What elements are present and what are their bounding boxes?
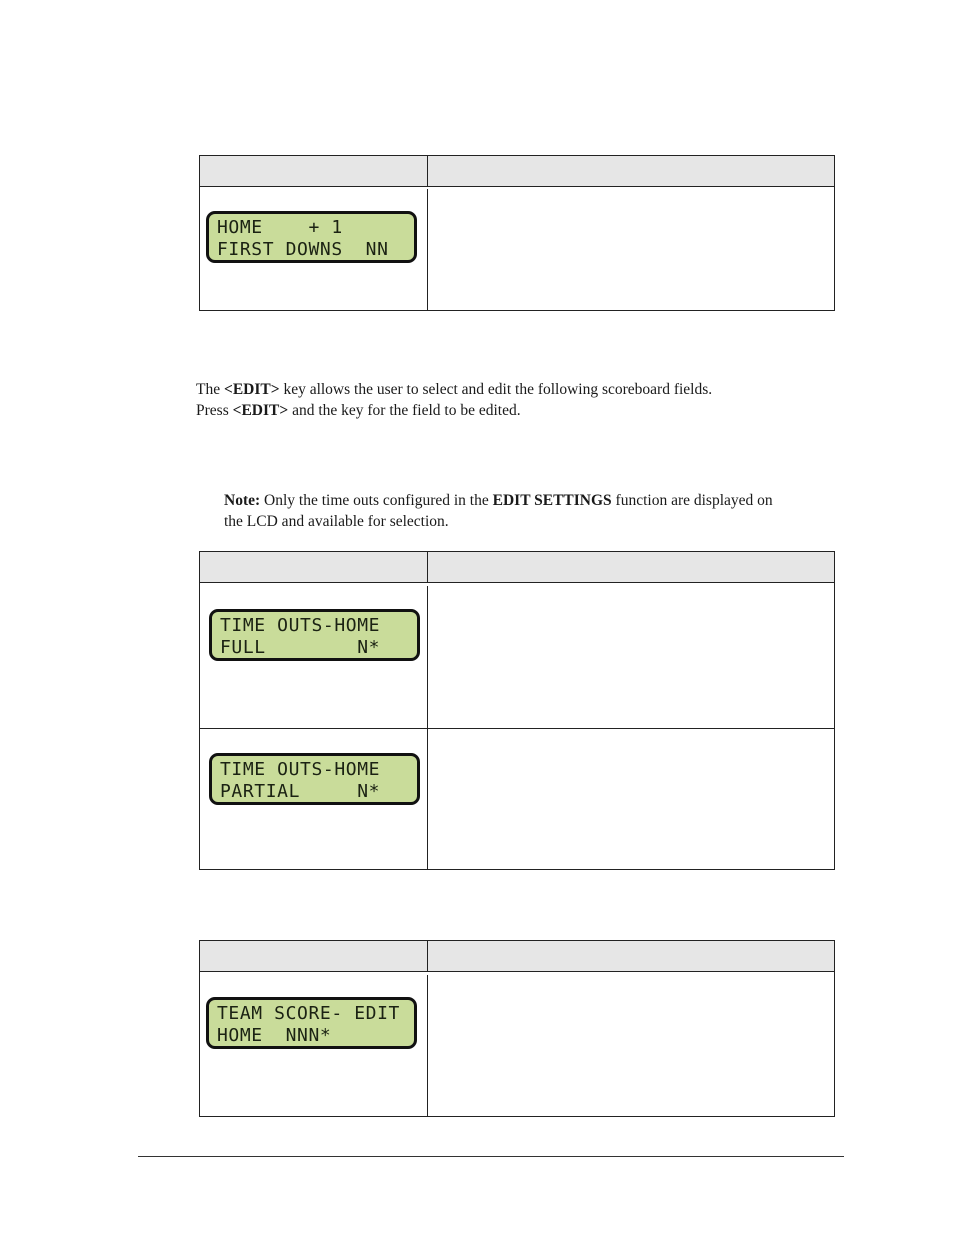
lcd-display: [206, 997, 417, 1049]
team-score-table: [199, 940, 835, 1117]
table-row-description: [428, 586, 834, 728]
lcd-line-2: FIRST DOWNS NN: [217, 239, 389, 260]
lcd-line-1: TIME OUTS-HOME: [220, 615, 381, 636]
table-header-right: [428, 552, 834, 583]
table-row-description: [428, 189, 834, 310]
table-row: [200, 975, 428, 1116]
note-line-1: Note: Only the time outs configured in the EDIT SETTINGS function are displayed on: [224, 492, 773, 509]
lcd-line-2: HOME NNN*: [217, 1025, 332, 1046]
first-downs-table: [199, 155, 835, 311]
note-label: Note:: [224, 492, 261, 509]
table-row: [200, 728, 428, 869]
lcd-line-2: FULL N*: [220, 637, 381, 658]
edit-settings-label: EDIT SETTINGS: [492, 492, 612, 509]
table-header-left: [200, 941, 428, 972]
lcd-display: [209, 753, 420, 805]
edit-key-label: <EDIT>: [232, 402, 289, 419]
time-outs-table: [199, 551, 835, 870]
note-line-2: the LCD and available for selection.: [224, 513, 449, 530]
lcd-display: [206, 211, 417, 263]
table-header-left: [200, 156, 428, 187]
lcd-display: [209, 609, 420, 661]
footer-rule: [138, 1156, 844, 1157]
table-header-right: [428, 156, 834, 187]
lcd-line-1: TIME OUTS-HOME: [220, 759, 381, 780]
edit-intro-line-1: The <EDIT> key allows the user to select and edit the following scoreboard fields.: [196, 381, 713, 398]
note-paragraph: [224, 490, 836, 532]
table-row: [200, 189, 428, 310]
lcd-line-1: TEAM SCORE- EDIT: [217, 1003, 400, 1024]
table-row: [200, 586, 428, 728]
lcd-line-1: HOME + 1: [217, 217, 343, 238]
edit-intro-paragraph: [196, 379, 836, 421]
table-header-left: [200, 552, 428, 583]
edit-key-label: <EDIT>: [223, 381, 280, 398]
table-row-description: [428, 975, 834, 1116]
table-header-right: [428, 941, 834, 972]
edit-intro-line-2: Press <EDIT> and the key for the field to be edited.: [196, 402, 521, 419]
table-row-description: [428, 728, 834, 869]
lcd-line-2: PARTIAL N*: [220, 781, 381, 802]
